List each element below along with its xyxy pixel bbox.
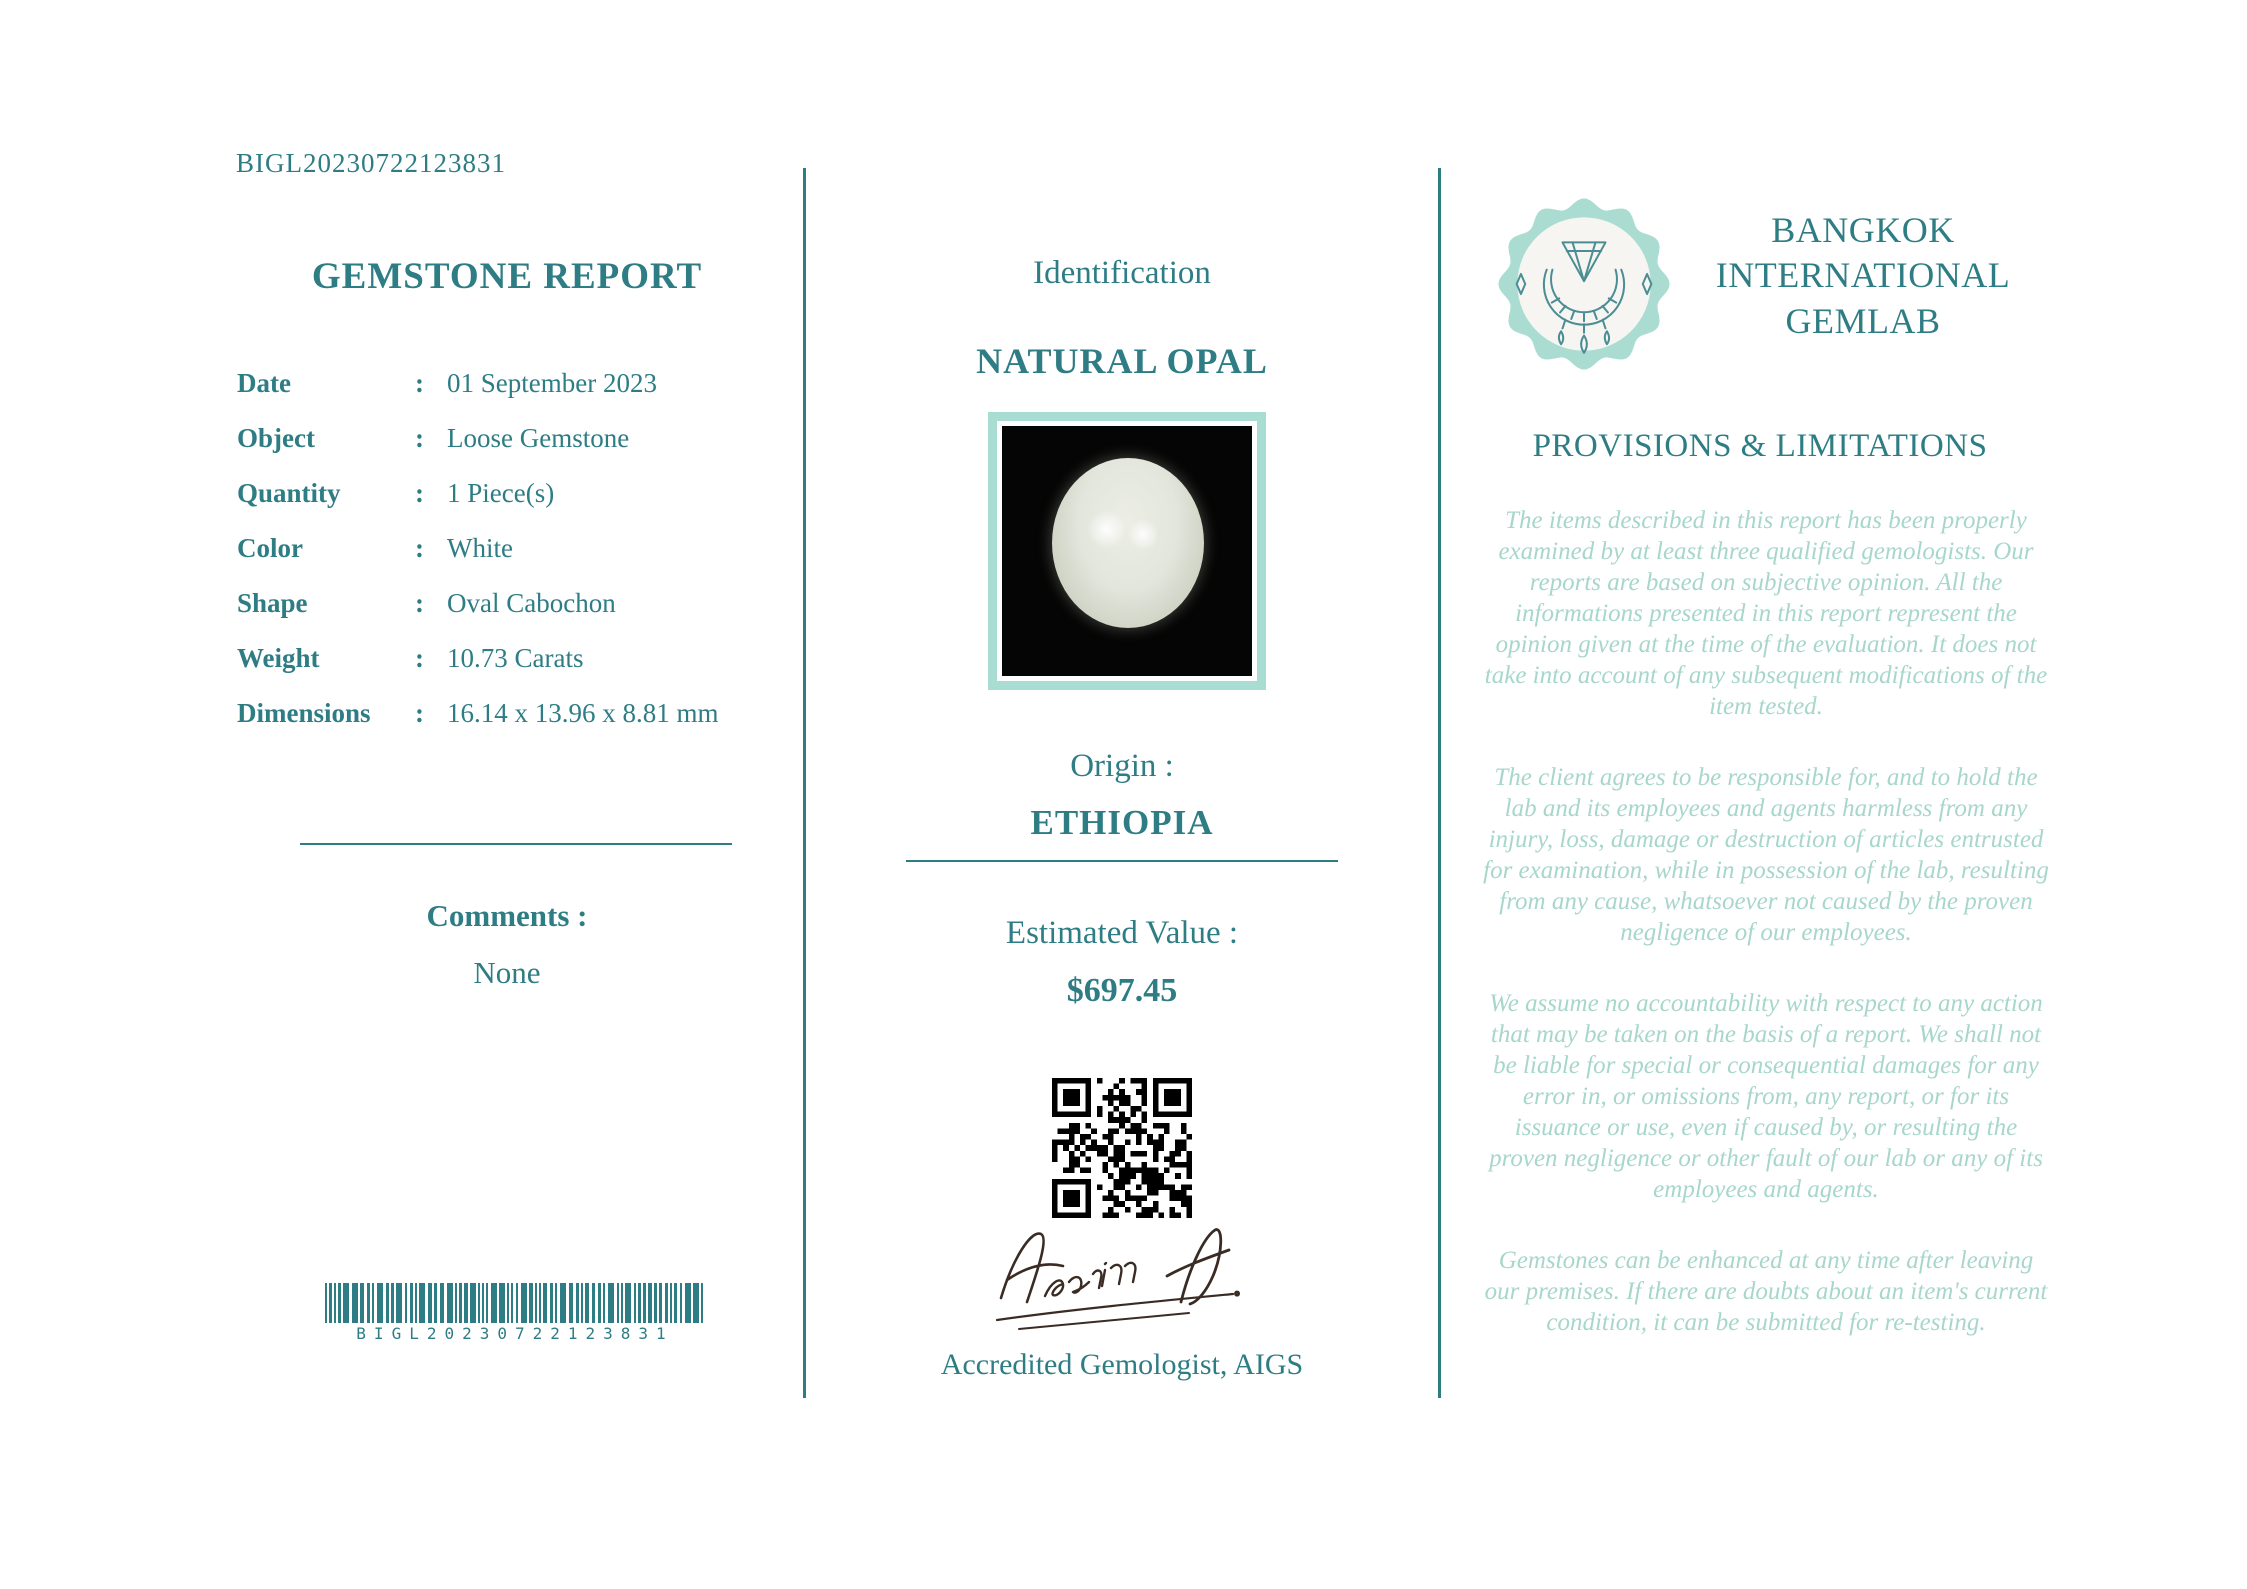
opal-cabochon-image (1052, 458, 1204, 628)
field-label: Quantity (237, 478, 341, 508)
field-value: 01 September 2023 (447, 368, 657, 398)
field-label: Color (237, 533, 303, 563)
origin-label: Origin : (1070, 748, 1174, 784)
lab-name-line: GEMLAB (1785, 300, 1941, 341)
provisions-paragraph: Gemstones can be enhanced at any time after leaving our premises. If there are doubts about an item's current condition, it can be submitted for re-testing. (1484, 1247, 2048, 1336)
table-row-dimensions (237, 698, 777, 729)
barcode-text: BIGL20230722123831 (356, 1324, 674, 1343)
field-value: 16.14 x 13.96 x 8.81 mm (447, 698, 719, 728)
identification-label: Identification (1033, 255, 1211, 291)
field-label: Weight (237, 643, 320, 673)
comments-label: Comments : (426, 898, 588, 933)
table-row-quantity (237, 478, 777, 509)
field-value: 10.73 Carats (447, 643, 584, 673)
gem-crescent-badge-icon (1498, 198, 1670, 370)
provisions-paragraph: The items described in this report has been properly examined by at least three qualified gemologists. Our reports are based on subjective opinion. All the informations presented in this report represent the opinion given at the time of the evaluation. It does not take into account of any subsequent modifications of the item tested. (1484, 507, 2048, 720)
gem-details-table (237, 368, 777, 753)
field-label: Object (237, 423, 315, 453)
lab-name-line: INTERNATIONAL (1715, 255, 2011, 296)
field-colon: : (415, 643, 424, 673)
gemologist-title: Accredited Gemologist, AIGS (940, 1348, 1304, 1381)
table-row-color (237, 533, 777, 564)
barcode-bars-icon (317, 1283, 713, 1323)
page-title: GEMSTONE REPORT (311, 256, 703, 297)
lab-name (1688, 208, 2038, 344)
table-row-shape (237, 588, 777, 619)
field-colon: : (415, 533, 424, 563)
field-value: White (447, 533, 513, 563)
comments-divider (300, 843, 732, 845)
table-row-date (237, 368, 777, 399)
gemologist-signature (985, 1212, 1260, 1342)
field-label: Date (237, 368, 291, 398)
table-row-weight (237, 643, 777, 674)
field-label: Dimensions (237, 698, 371, 728)
barcode (317, 1283, 713, 1343)
identification-value: NATURAL OPAL (976, 341, 1268, 381)
field-colon: : (415, 368, 424, 398)
lab-name-line: BANGKOK (1771, 210, 1955, 250)
field-colon: : (415, 478, 424, 508)
provisions-title: PROVISIONS & LIMITATIONS (1532, 428, 1988, 464)
table-row-object (237, 423, 777, 454)
report-number: BIGL20230722123831 (236, 148, 506, 178)
gemstone-photo (997, 421, 1257, 681)
field-value: Loose Gemstone (447, 423, 630, 453)
field-colon: : (415, 588, 424, 618)
estimated-value: $697.45 (1066, 972, 1178, 1009)
field-label: Shape (237, 588, 308, 618)
field-value: 1 Piece(s) (447, 478, 555, 508)
field-colon: : (415, 423, 424, 453)
column-divider-right (1438, 168, 1441, 1398)
comments-value: None (473, 955, 541, 990)
field-value: Oval Cabochon (447, 588, 616, 618)
origin-divider (906, 860, 1338, 862)
field-colon: : (415, 698, 424, 728)
estimated-value-label: Estimated Value : (1005, 915, 1239, 951)
provisions-paragraph: We assume no accountability with respect to any action that may be taken on the basis of a report. We shall not be liable for special or consequential damages for any error in, or omissions from, any report, or for its issuance or use, even if caused by, or resulting the proven negligence or other fault of our lab or any of its employees and agents. (1489, 990, 2043, 1203)
qr-code-icon (1052, 1078, 1192, 1218)
origin-value: ETHIOPIA (1030, 803, 1214, 842)
provisions-paragraph: The client agrees to be responsible for, and to hold the lab and its employees and agents harmless from any injury, loss, damage or destruction of articles entrusted for examination, while in possession of the lab, resulting from any cause, whatsoever not caused by the proven negligence of our employees. (1483, 764, 2049, 946)
provisions-body (1483, 505, 2049, 1378)
